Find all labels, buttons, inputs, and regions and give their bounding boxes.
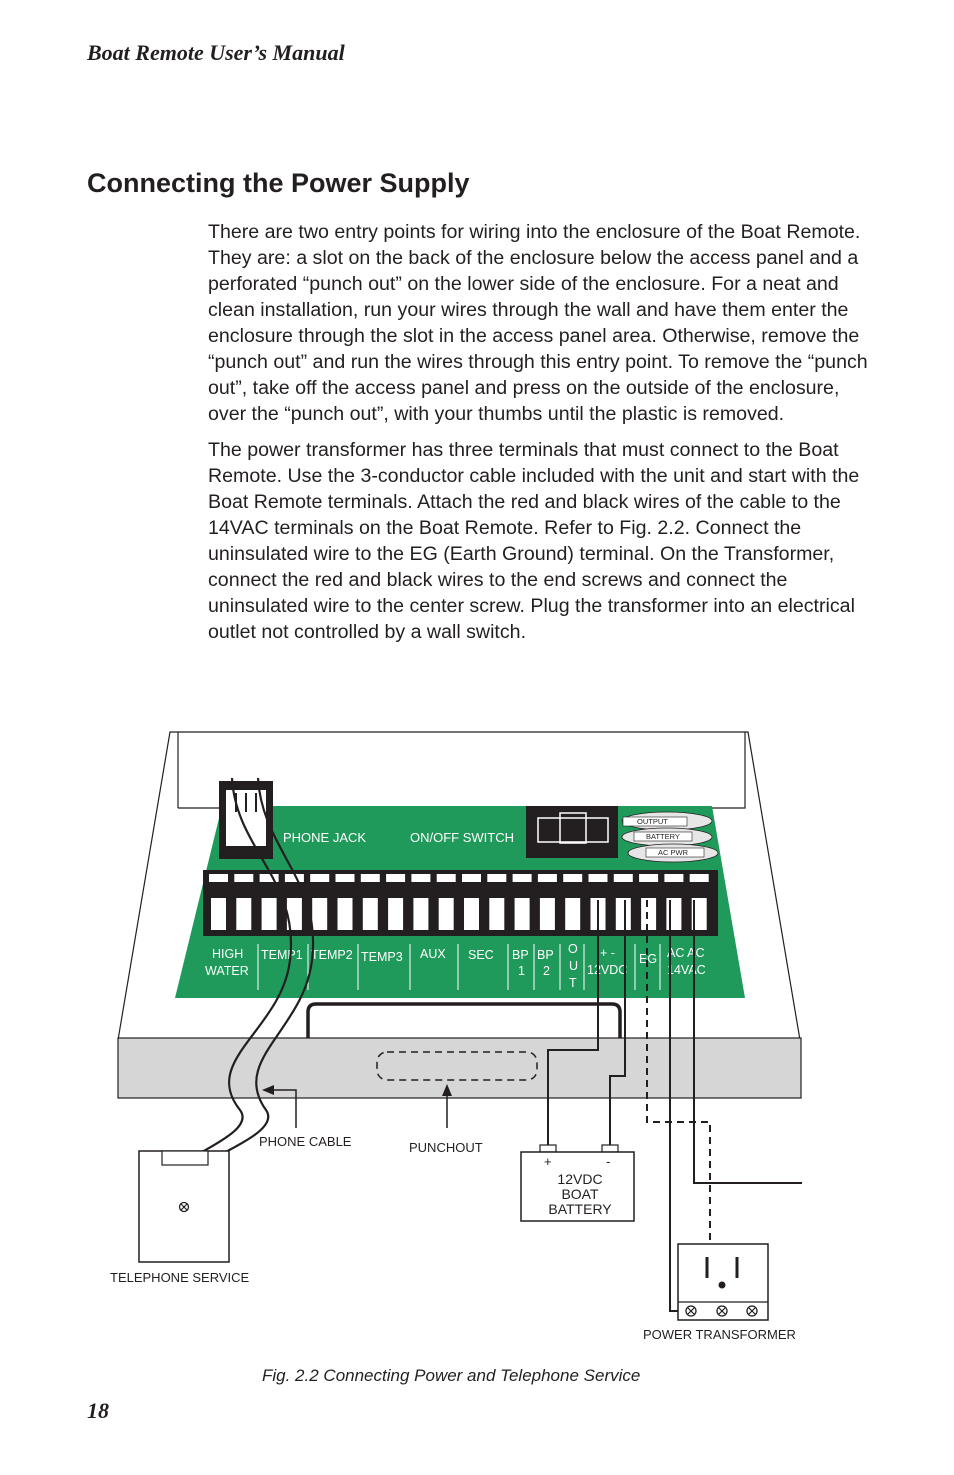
led-ac-pwr-label: AC PWR [658,848,688,857]
terminal-screw [413,898,428,930]
section-title: Connecting the Power Supply [87,168,470,198]
paragraph-transformer: The power transformer has three terminals that must connect to the Boat Remote. Use the 3-conductor cable included with the unit and start with the Boat Remote terminals. Attach the red and black wires of the cable to the 14VAC terminals on the Boat Remote. Refer to Fig. 2.2. Connect the uninsulated wire to the EG (Earth Ground) terminal. On the Transformer, connect the red and black wires to the end screws and connect the uninsulated wire to the center screw. Plug the transformer into an electrical outlet not controlled by a wall switch. [208,439,860,643]
telephone-service-label: TELEPHONE SERVICE [110,1270,250,1285]
terminal-screw [338,898,353,930]
terminal-screw [666,898,681,930]
led-output-label: OUTPUT [637,817,668,826]
led-battery-label: BATTERY [646,832,680,841]
terminal-screw [363,898,378,930]
terminal-label-dc-polarity: + - [600,946,615,960]
terminal-screw [464,898,479,930]
terminal-screw [641,898,656,930]
terminal-cap [386,874,405,882]
terminal-label-bp2-bottom: 2 [543,964,550,978]
terminal-screw [312,898,327,930]
battery-minus: - [606,1154,611,1169]
terminal-label-sec: SEC [468,948,494,962]
terminal-cap [690,874,709,882]
terminal-label-12vdc: 12VDC [587,963,628,977]
terminal-screw [388,898,403,930]
terminal-cap [664,874,683,882]
terminal-cap [234,874,253,882]
led-indicators [622,812,718,862]
terminal-cap [563,874,582,882]
terminal-cap [513,874,532,882]
terminal-label-out-u: U [569,959,579,973]
body-text [208,219,872,655]
terminal-cap [487,874,506,882]
battery-label-12vdc: 12VDC [557,1171,603,1187]
terminal-label-bp1-top: BP [512,948,529,962]
terminal-label-aux: AUX [420,947,446,961]
punchout-label: PUNCHOUT [409,1140,483,1155]
terminal-screw [515,898,530,930]
on-off-switch-label: ON/OFF SWITCH [410,830,514,845]
terminal-label-temp3: TEMP3 [361,950,403,964]
terminal-cap [614,874,633,882]
terminal-screw [489,898,504,930]
terminal-cap [209,874,228,882]
figure-caption: Fig. 2.2 Connecting Power and Telephone Service [262,1366,641,1385]
terminal-screw [236,898,251,930]
paragraph-entry-points: There are two entry points for wiring into the enclosure of the Boat Remote. They are: a slot on the back of the enclosure below the access panel and a perforated “punch out” on the lower side of the enclosure. For a neat and clean installation, run your wires through the wall and have them enter the enclosure through the slot in the access panel area. Otherwise, remove the “punch out” and run the wires through this entry point. To remove the “punch out”, take off the access panel and press on the outside of the enclosure, over the “punch out”, with your thumbs until the plastic is removed. [208,221,868,425]
terminal-cap [462,874,481,882]
terminal-screw [262,898,277,930]
phone-jack-label: PHONE JACK [283,830,367,845]
terminal-label-water: WATER [205,964,249,978]
terminal-cap [639,874,658,882]
terminal-label-out-t: T [569,976,577,990]
terminal-screw [540,898,555,930]
battery-terminal-negative [602,1145,618,1152]
wiring-diagram [0,715,954,1355]
terminal-cap [361,874,380,882]
terminal-cap [260,874,279,882]
running-header: Boat Remote User’s Manual [87,40,345,65]
terminal-screw [211,898,226,930]
enclosure-front-panel [118,1038,801,1098]
terminal-label-temp1: TEMP1 [261,948,303,962]
terminal-label-14vac: 14VAC [667,963,706,977]
terminal-screw [565,898,580,930]
terminal-label-out-o: O [568,942,578,956]
terminal-screw [439,898,454,930]
terminal-cap [336,874,355,882]
battery-plus: + [544,1154,552,1169]
power-transformer-label: POWER TRANSFORMER [643,1327,796,1342]
terminal-screw [616,898,631,930]
battery-label-battery: BATTERY [548,1201,612,1217]
page-number: 18 [87,1398,109,1423]
terminal-label-temp2: TEMP2 [311,948,353,962]
terminal-label-high: HIGH [212,947,244,961]
phone-cable-label: PHONE CABLE [259,1134,352,1149]
on-off-switch [526,806,618,858]
battery-label-boat: BOAT [561,1186,599,1202]
terminal-cap [538,874,557,882]
terminal-cap [310,874,329,882]
terminal-label-eg: EG [639,952,658,966]
terminal-cap [437,874,456,882]
battery-terminal-positive [540,1145,556,1152]
terminal-label-bp1-bottom: 1 [518,964,525,978]
terminal-label-bp2-top: BP [537,948,554,962]
access-slot [308,1004,620,1040]
terminal-cap [411,874,430,882]
terminal-cap [589,874,608,882]
terminal-label-ac: AC AC [667,946,705,960]
